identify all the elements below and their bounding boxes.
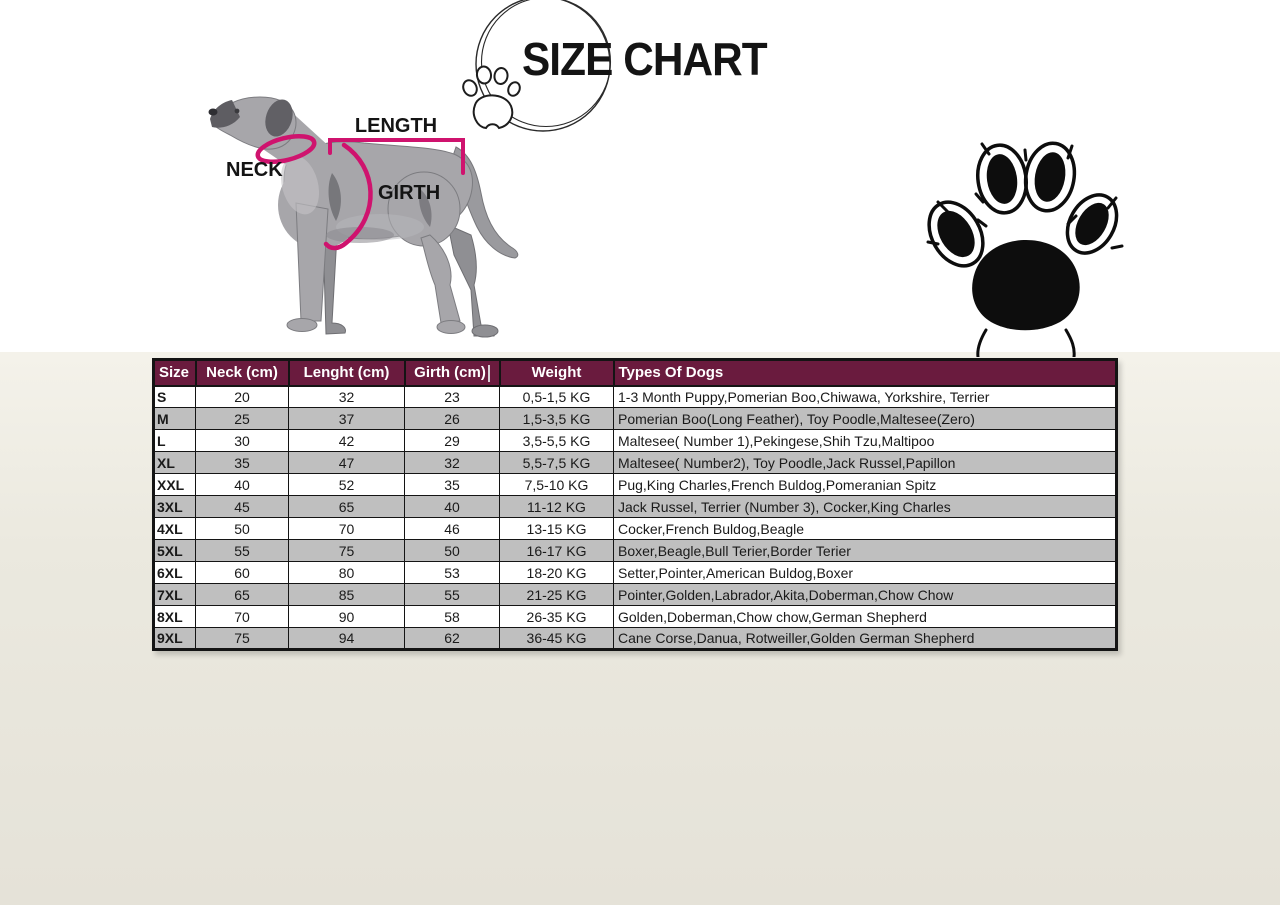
cell-size: XL <box>154 452 196 474</box>
cell-types: Setter,Pointer,American Buldog,Boxer <box>614 562 1117 584</box>
cell-weight: 21-25 KG <box>500 584 614 606</box>
cell-girth: 50 <box>405 540 500 562</box>
col-header-length: Lenght (cm) <box>289 360 405 386</box>
cell-neck: 40 <box>196 474 289 496</box>
cell-weight: 16-17 KG <box>500 540 614 562</box>
cell-length: 37 <box>289 408 405 430</box>
cell-girth: 40 <box>405 496 500 518</box>
cell-size: 7XL <box>154 584 196 606</box>
table-row <box>154 562 1117 584</box>
cell-neck: 20 <box>196 386 289 408</box>
cell-girth: 46 <box>405 518 500 540</box>
size-chart-table <box>152 358 1118 651</box>
cell-girth: 62 <box>405 628 500 650</box>
cell-weight: 5,5-7,5 KG <box>500 452 614 474</box>
table-row <box>154 474 1117 496</box>
col-header-neck: Neck (cm) <box>196 360 289 386</box>
cell-weight: 11-12 KG <box>500 496 614 518</box>
cell-neck: 25 <box>196 408 289 430</box>
cell-size: 5XL <box>154 540 196 562</box>
table-row <box>154 540 1117 562</box>
cell-girth: 53 <box>405 562 500 584</box>
table-row <box>154 408 1117 430</box>
cell-types: Pointer,Golden,Labrador,Akita,Doberman,Chow Chow <box>614 584 1117 606</box>
cell-types: Golden,Doberman,Chow chow,German Shepherd <box>614 606 1117 628</box>
cell-neck: 35 <box>196 452 289 474</box>
cell-length: 47 <box>289 452 405 474</box>
col-header-types: Types Of Dogs <box>614 360 1117 386</box>
cell-types: Pomerian Boo(Long Feather), Toy Poodle,Maltesee(Zero) <box>614 408 1117 430</box>
col-header-girth <box>405 360 500 386</box>
page-title: SIZE CHART <box>522 33 767 85</box>
cell-size: L <box>154 430 196 452</box>
table-row <box>154 496 1117 518</box>
table-row <box>154 386 1117 408</box>
cell-types: Maltesee( Number 1),Pekingese,Shih Tzu,Maltipoo <box>614 430 1117 452</box>
table-row <box>154 606 1117 628</box>
cell-types: 1-3 Month Puppy,Pomerian Boo,Chiwawa, Yorkshire, Terrier <box>614 386 1117 408</box>
cell-weight: 18-20 KG <box>500 562 614 584</box>
cell-weight: 26-35 KG <box>500 606 614 628</box>
cell-weight: 1,5-3,5 KG <box>500 408 614 430</box>
cell-types: Cane Corse,Danua, Rotweiller,Golden German Shepherd <box>614 628 1117 650</box>
col-header-girth-label: Girth (cm) <box>414 363 486 381</box>
cell-size: 6XL <box>154 562 196 584</box>
cell-girth: 35 <box>405 474 500 496</box>
cell-girth: 58 <box>405 606 500 628</box>
cell-size: 8XL <box>154 606 196 628</box>
cell-girth: 23 <box>405 386 500 408</box>
cell-neck: 45 <box>196 496 289 518</box>
neck-label: NECK <box>226 159 283 181</box>
cell-neck: 65 <box>196 584 289 606</box>
cell-types: Cocker,French Buldog,Beagle <box>614 518 1117 540</box>
cell-length: 80 <box>289 562 405 584</box>
cell-size: 3XL <box>154 496 196 518</box>
cell-length: 32 <box>289 386 405 408</box>
cell-girth: 26 <box>405 408 500 430</box>
cell-neck: 55 <box>196 540 289 562</box>
cell-weight: 7,5-10 KG <box>500 474 614 496</box>
cell-weight: 0,5-1,5 KG <box>500 386 614 408</box>
cell-types: Pug,King Charles,French Buldog,Pomeranian Spitz <box>614 474 1117 496</box>
col-header-weight: Weight <box>500 360 614 386</box>
cell-neck: 50 <box>196 518 289 540</box>
cell-girth: 32 <box>405 452 500 474</box>
cell-length: 42 <box>289 430 405 452</box>
size-table-section <box>152 358 1118 651</box>
col-header-size: Size <box>154 360 196 386</box>
girth-label: GIRTH <box>378 182 441 204</box>
cell-types: Boxer,Beagle,Bull Terier,Border Terier <box>614 540 1117 562</box>
cell-length: 85 <box>289 584 405 606</box>
cell-length: 65 <box>289 496 405 518</box>
cell-types: Jack Russel, Terrier (Number 3), Cocker,King Charles <box>614 496 1117 518</box>
cell-weight: 13-15 KG <box>500 518 614 540</box>
cell-girth: 29 <box>405 430 500 452</box>
cell-length: 75 <box>289 540 405 562</box>
cell-size: XXL <box>154 474 196 496</box>
cell-weight: 3,5-5,5 KG <box>500 430 614 452</box>
cell-length: 70 <box>289 518 405 540</box>
cell-neck: 70 <box>196 606 289 628</box>
cell-weight: 36-45 KG <box>500 628 614 650</box>
cell-size: 4XL <box>154 518 196 540</box>
dog-measurement-diagram <box>180 85 540 355</box>
size-table-body <box>154 386 1117 650</box>
cell-neck: 30 <box>196 430 289 452</box>
table-row <box>154 518 1117 540</box>
cell-neck: 60 <box>196 562 289 584</box>
cell-types: Maltesee( Number2), Toy Poodle,Jack Russel,Papillon <box>614 452 1117 474</box>
table-row <box>154 452 1117 474</box>
text-cursor <box>488 365 490 382</box>
header-row <box>154 360 1117 386</box>
cell-length: 52 <box>289 474 405 496</box>
length-label: LENGTH <box>354 115 438 137</box>
cell-neck: 75 <box>196 628 289 650</box>
table-row <box>154 584 1117 606</box>
cell-size: S <box>154 386 196 408</box>
cell-girth: 55 <box>405 584 500 606</box>
paw-print-icon <box>920 122 1130 357</box>
table-row <box>154 430 1117 452</box>
cell-length: 90 <box>289 606 405 628</box>
cell-length: 94 <box>289 628 405 650</box>
cell-size: M <box>154 408 196 430</box>
table-row <box>154 628 1117 650</box>
cell-size: 9XL <box>154 628 196 650</box>
